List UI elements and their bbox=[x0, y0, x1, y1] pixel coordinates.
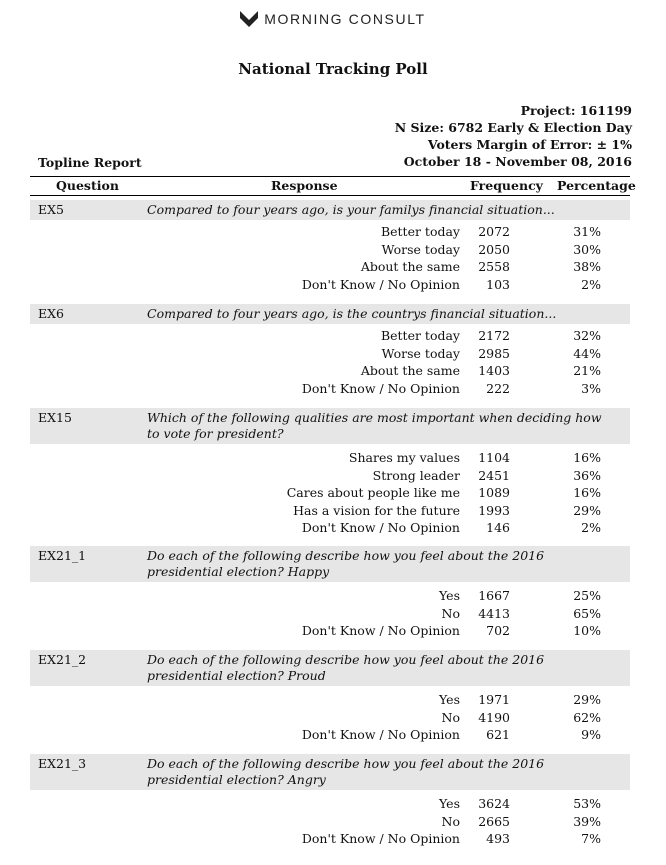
response-label: Don't Know / No Opinion bbox=[301, 520, 460, 535]
response-row bbox=[30, 520, 630, 538]
question-code: EX21_1 bbox=[38, 548, 87, 563]
morning-consult-logo-icon bbox=[240, 11, 258, 27]
response-row bbox=[30, 277, 630, 295]
response-frequency: 3624 bbox=[478, 796, 510, 811]
response-label: Worse today bbox=[381, 345, 460, 361]
sample-size: N Size: 6782 Early & Election Day bbox=[394, 120, 632, 135]
question-code: EX21_2 bbox=[38, 652, 87, 667]
response-label: Better today bbox=[380, 224, 460, 239]
report-meta bbox=[395, 102, 632, 170]
response-percentage: 9% bbox=[581, 727, 601, 742]
question-text: Which of the following qualities are most important when deciding how to vote for president? bbox=[147, 410, 602, 441]
response-frequency: 1667 bbox=[478, 588, 510, 603]
response-row bbox=[30, 606, 630, 624]
response-frequency: 2985 bbox=[478, 345, 510, 361]
response-percentage: 10% bbox=[573, 623, 601, 638]
response-row bbox=[30, 814, 630, 832]
response-percentage: 16% bbox=[573, 450, 601, 465]
question-text: Compared to four years ago, is your familys financial situation... bbox=[147, 202, 555, 217]
question-block bbox=[30, 408, 630, 538]
response-row bbox=[30, 381, 630, 399]
response-frequency: 1104 bbox=[478, 450, 510, 465]
response-label: Don't Know / No Opinion bbox=[301, 380, 460, 396]
response-label: About the same bbox=[360, 363, 460, 378]
response-frequency: 1971 bbox=[478, 692, 510, 707]
response-row bbox=[30, 831, 630, 849]
table-header bbox=[30, 176, 636, 196]
response-label: No bbox=[441, 709, 460, 725]
response-frequency: 2172 bbox=[478, 328, 510, 343]
response-frequency: 146 bbox=[486, 520, 510, 535]
response-label: No bbox=[441, 605, 460, 621]
response-row bbox=[30, 503, 630, 521]
response-row bbox=[30, 346, 630, 364]
response-label: Cares about people like me bbox=[286, 485, 460, 500]
response-percentage: 7% bbox=[581, 831, 601, 846]
response-label: Yes bbox=[439, 796, 460, 811]
response-label: No bbox=[441, 813, 460, 829]
response-frequency: 4413 bbox=[478, 605, 510, 621]
response-percentage: 30% bbox=[573, 241, 601, 257]
response-label: Shares my values bbox=[348, 450, 460, 465]
question-text: Compared to four years ago, is the countrys financial situation... bbox=[147, 306, 557, 321]
question-block bbox=[30, 754, 630, 849]
header-frequency: Frequency bbox=[470, 178, 543, 193]
response-frequency: 493 bbox=[486, 831, 510, 846]
response-frequency: 1993 bbox=[478, 502, 510, 518]
question-bar bbox=[30, 408, 630, 444]
question-text: Do each of the following describe how you feel about the 2016 presidential election? Angry bbox=[147, 756, 545, 787]
header-response: Response bbox=[271, 178, 338, 193]
response-frequency: 702 bbox=[486, 623, 510, 638]
question-bar bbox=[30, 200, 630, 220]
response-row bbox=[30, 224, 630, 242]
response-percentage: 2% bbox=[581, 276, 601, 292]
margin-of-error: Voters Margin of Error: ± 1% bbox=[427, 137, 632, 152]
response-row bbox=[30, 623, 630, 641]
response-row bbox=[30, 692, 630, 710]
question-code: EX5 bbox=[38, 202, 64, 217]
question-bar bbox=[30, 754, 630, 790]
response-row bbox=[30, 363, 630, 381]
field-dates: October 18 - November 08, 2016 bbox=[403, 154, 632, 169]
page-title: National Tracking Poll bbox=[238, 60, 428, 78]
question-text: Do each of the following describe how you feel about the 2016 presidential election? Happy bbox=[147, 548, 545, 579]
project-id: Project: 161199 bbox=[520, 103, 632, 118]
response-row bbox=[30, 259, 630, 277]
response-frequency: 4190 bbox=[478, 709, 510, 725]
response-label: Has a vision for the future bbox=[293, 502, 460, 518]
question-block bbox=[30, 200, 630, 294]
response-percentage: 29% bbox=[573, 692, 601, 707]
response-label: Don't Know / No Opinion bbox=[301, 276, 460, 292]
response-percentage: 16% bbox=[573, 485, 601, 500]
response-label: Worse today bbox=[381, 241, 460, 257]
question-code: EX21_3 bbox=[38, 756, 87, 771]
response-percentage: 31% bbox=[573, 224, 601, 239]
response-label: Don't Know / No Opinion bbox=[301, 727, 460, 742]
question-bar bbox=[30, 546, 630, 582]
brand-logo bbox=[0, 11, 666, 27]
response-row bbox=[30, 468, 630, 486]
response-label: Don't Know / No Opinion bbox=[301, 623, 460, 638]
question-text: Do each of the following describe how you feel about the 2016 presidential election? Proud bbox=[147, 652, 545, 683]
response-percentage: 53% bbox=[573, 796, 601, 811]
response-row bbox=[30, 485, 630, 503]
response-frequency: 2072 bbox=[478, 224, 510, 239]
header-question: Question bbox=[56, 178, 119, 193]
response-row bbox=[30, 710, 630, 728]
response-row bbox=[30, 450, 630, 468]
response-label: Don't Know / No Opinion bbox=[301, 831, 460, 846]
response-percentage: 32% bbox=[573, 328, 601, 343]
report-label: Topline Report bbox=[38, 155, 142, 170]
response-frequency: 222 bbox=[486, 380, 510, 396]
response-percentage: 21% bbox=[573, 363, 601, 378]
response-percentage: 29% bbox=[573, 502, 601, 518]
question-code: EX6 bbox=[38, 306, 64, 321]
response-frequency: 103 bbox=[486, 276, 510, 292]
question-code: EX15 bbox=[38, 410, 72, 425]
response-row bbox=[30, 328, 630, 346]
header-percentage: Percentage bbox=[557, 178, 636, 193]
question-block bbox=[30, 650, 630, 745]
response-percentage: 65% bbox=[573, 605, 601, 621]
question-block bbox=[30, 546, 630, 641]
response-frequency: 1089 bbox=[478, 485, 510, 500]
response-percentage: 2% bbox=[581, 520, 601, 535]
response-row bbox=[30, 588, 630, 606]
response-frequency: 621 bbox=[486, 727, 510, 742]
response-row bbox=[30, 727, 630, 745]
brand-name: MORNING CONSULT bbox=[264, 11, 426, 27]
response-row bbox=[30, 242, 630, 260]
response-frequency: 2050 bbox=[478, 241, 510, 257]
question-bar bbox=[30, 650, 630, 686]
response-label: Strong leader bbox=[372, 467, 460, 483]
response-frequency: 2558 bbox=[478, 259, 510, 274]
response-label: About the same bbox=[360, 259, 460, 274]
response-percentage: 3% bbox=[581, 380, 601, 396]
response-frequency: 2451 bbox=[478, 467, 510, 483]
response-percentage: 39% bbox=[573, 813, 601, 829]
response-label: Better today bbox=[380, 328, 460, 343]
response-percentage: 25% bbox=[573, 588, 601, 603]
response-frequency: 2665 bbox=[478, 813, 510, 829]
response-label: Yes bbox=[439, 588, 460, 603]
response-frequency: 1403 bbox=[478, 363, 510, 378]
response-row bbox=[30, 796, 630, 814]
question-bar bbox=[30, 304, 630, 324]
response-percentage: 36% bbox=[573, 467, 601, 483]
question-block bbox=[30, 304, 630, 398]
response-percentage: 38% bbox=[573, 259, 601, 274]
response-percentage: 62% bbox=[573, 709, 601, 725]
response-percentage: 44% bbox=[573, 345, 601, 361]
response-label: Yes bbox=[439, 692, 460, 707]
